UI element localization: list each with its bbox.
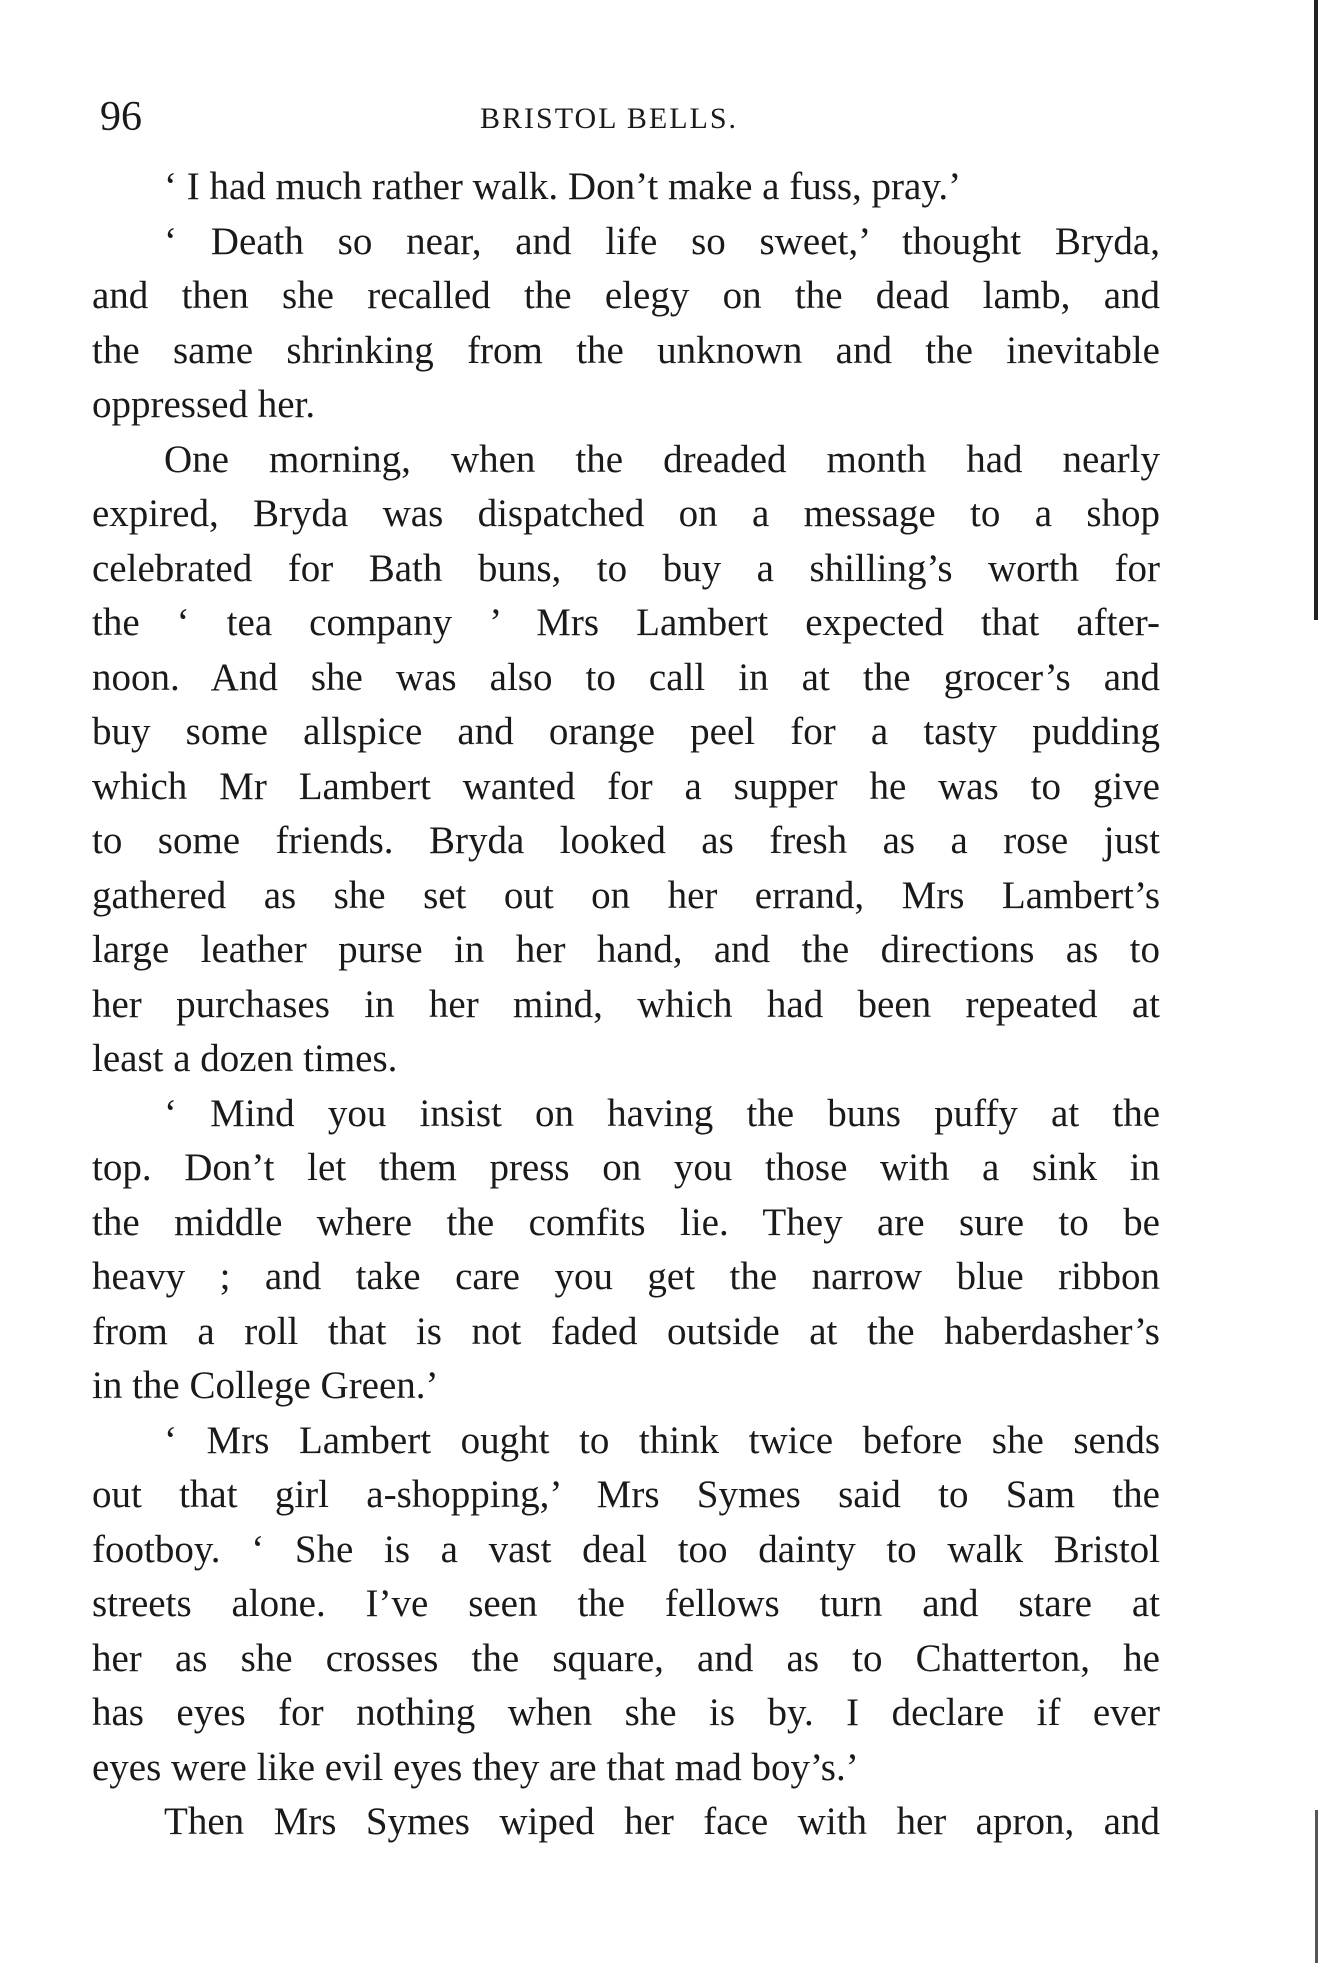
paragraph — [92, 160, 1160, 215]
text-line: One morning, when the dreaded month had nearly — [164, 437, 1160, 481]
text-line: out that girl a-shopping,’ Mrs Symes said to Sam the — [92, 1473, 1160, 1516]
text-line: noon. And she was also to call in at the grocer’s and — [92, 655, 1160, 699]
text-line: has eyes for nothing when she is by. I declare if ever — [92, 1691, 1160, 1734]
text-line: heavy ; and take care you get the narrow blue ribbon — [92, 1255, 1160, 1298]
text-line: least a dozen times. — [92, 1037, 398, 1080]
text-line: top. Don’t let them press on you those with a sink in — [92, 1146, 1160, 1189]
paragraph — [92, 215, 1160, 433]
running-title: BRISTOL BELLS. — [480, 102, 739, 135]
body-text — [92, 160, 1160, 1850]
text-line: the same shrinking from the unknown and the inevitable — [92, 328, 1160, 372]
text-line: ‘ Mrs Lambert ought to think twice before she sends — [164, 1418, 1160, 1462]
text-line: eyes were like evil eyes they are that mad boy’s.’ — [92, 1745, 859, 1789]
text-line: ‘ Death so near, and life so sweet,’ thought Bryda, — [164, 219, 1160, 263]
text-line: ‘ I had much rather walk. Don’t make a fuss, pray.’ — [164, 165, 962, 208]
text-line: in the College Green.’ — [92, 1364, 439, 1407]
text-line: the middle where the comfits lie. They are sure to be — [92, 1200, 1160, 1244]
text-line: to some friends. Bryda looked as fresh as a rose just — [92, 819, 1160, 862]
text-line: buy some allspice and orange peel for a tasty pudding — [92, 710, 1160, 753]
text-line: oppressed her. — [92, 383, 316, 426]
text-line: gathered as she set out on her errand, Mrs Lambert’s — [92, 873, 1160, 917]
text-line: footboy. ‘ She is a vast deal too dainty to walk Bristol — [92, 1527, 1160, 1571]
text-line: from a roll that is not faded outside at the haberdasher’s — [92, 1309, 1160, 1353]
text-line: streets alone. I’ve seen the fellows turn and stare at — [92, 1582, 1160, 1625]
page-edge-rule — [1314, 0, 1318, 620]
text-line: celebrated for Bath buns, to buy a shilling’s worth for — [92, 546, 1160, 590]
text-line: Then Mrs Symes wiped her face with her apron, and — [164, 1800, 1160, 1843]
text-line: and then she recalled the elegy on the dead lamb, and — [92, 274, 1160, 317]
paragraph — [92, 1795, 1160, 1850]
text-line: large leather purse in her hand, and the directions as to — [92, 928, 1160, 971]
paragraph — [92, 1414, 1160, 1796]
text-line: expired, Bryda was dispatched on a message to a shop — [92, 492, 1160, 535]
text-line: the ‘ tea company ’ Mrs Lambert expected that after- — [92, 601, 1160, 644]
page-header — [100, 92, 1160, 142]
text-line: her as she crosses the square, and as to Chatterton, he — [92, 1636, 1160, 1680]
page-number: 96 — [100, 94, 142, 140]
paragraph — [92, 1087, 1160, 1414]
text-line: which Mr Lambert wanted for a supper he was to give — [92, 764, 1160, 808]
paragraph — [92, 433, 1160, 1087]
text-line: her purchases in her mind, which had been repeated at — [92, 982, 1160, 1026]
text-line: ‘ Mind you insist on having the buns puffy at the — [164, 1091, 1160, 1135]
